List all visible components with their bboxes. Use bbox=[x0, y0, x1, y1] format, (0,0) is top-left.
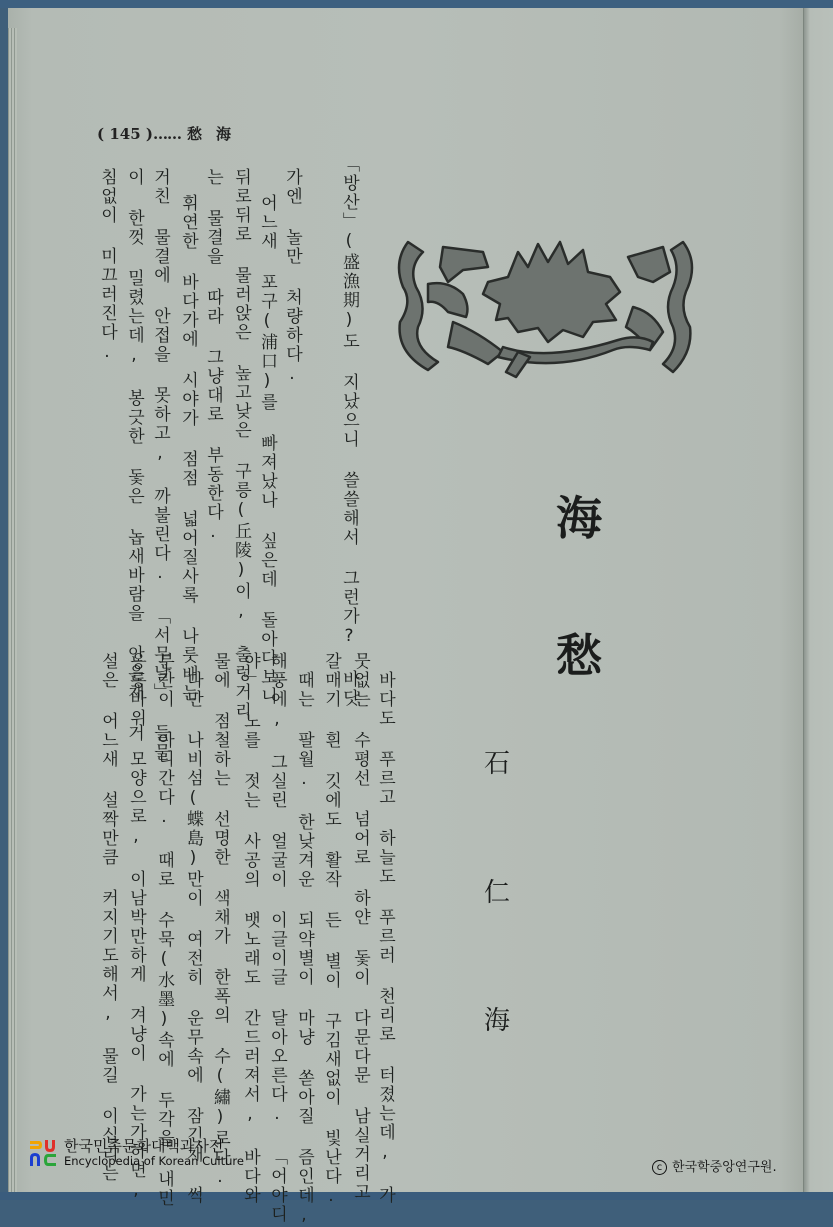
running-head bbox=[97, 123, 245, 144]
text-column: 때는 팔월. 한낮겨운 되약별이 마냥 쏟아질 즘인데, bbox=[294, 652, 314, 1227]
text-column: 어느새 포구(浦口)를 빠져났나 싶은데 돌아다보니 bbox=[257, 175, 277, 706]
text-column: 침없이 미끄러진다. bbox=[97, 168, 117, 364]
page-stack-edge bbox=[8, 28, 17, 1200]
text-column: 거친 물결에 안접을 못하고, 까불린다. 「서무날」 들물 bbox=[150, 168, 170, 762]
book-cover-edge-bottom bbox=[0, 1192, 833, 1200]
book-cover-edge-top bbox=[0, 0, 833, 8]
author-char: 石 bbox=[484, 749, 511, 779]
title-char: 愁 bbox=[556, 629, 602, 683]
running-head-title: 愁海 bbox=[186, 125, 245, 143]
copyright-notice bbox=[652, 1156, 777, 1175]
text-column: 분간이 아니간다. 때로 수묵(水墨)속에 두각을 내민 bbox=[154, 652, 174, 1208]
logo-english-text: Encyclopedia of Korean Culture bbox=[64, 1153, 244, 1168]
text-column: 갈매기 흰 깃에도 활작 든 별이 구김새없이 빛난다. bbox=[321, 652, 341, 1208]
author-char: 海 bbox=[484, 1006, 511, 1036]
facing-page-edge bbox=[803, 8, 833, 1192]
text-column: 설은 어느새 설짝만큼 커지기도해서, 물길 이십리는 bbox=[98, 652, 118, 1183]
logo-korean-text: 한국민족문화대백과사전 bbox=[64, 1137, 224, 1156]
text-column: 옹롱바위 모양으로, 이남박만하게 겨냥이 가는가하면, bbox=[126, 652, 146, 1202]
text-column: 가엔 놀만 처량하다. bbox=[282, 168, 302, 386]
lotus-ornament-icon bbox=[388, 222, 698, 384]
page-number: ( 145 ) bbox=[97, 125, 153, 143]
copyright-icon: c bbox=[652, 1160, 667, 1175]
text-column: 바다도 푸르고 하늘도 푸르러 천리로 터졌는데, 가 bbox=[375, 652, 395, 1205]
text-column: 해풍에, 그실린 얼굴이 이글이글 달아오른다. 「어야디 bbox=[267, 652, 287, 1224]
text-column: 뒤로뒤로 물러앉은 높고낮은 구릉(丘陵)이, 출렁거리 bbox=[231, 168, 251, 721]
title-char: 海 bbox=[556, 491, 602, 545]
encyclopedia-logo bbox=[28, 1138, 244, 1168]
text-column: 뭇없는 수평선 넘어로 하얀 돛이 다문다문 남실거리고 bbox=[350, 652, 370, 1202]
text-column: 휘연한 바다가에 시야가 점점 넓어질사록 나룻배는 bbox=[178, 175, 198, 703]
leader-dots: …… bbox=[152, 125, 181, 143]
text-column: 는 물결을 따라 그냥대로 부동한다. bbox=[203, 168, 223, 544]
text-column: 야」 노를 젓는 사공의 뱃노래도 간드러져서, 바다와 bbox=[240, 652, 260, 1205]
copyright-text: 한국학중앙연구원. bbox=[672, 1160, 777, 1175]
text-column: 물에 점철하는 선명한 색채가 한폭의 수(繡)로다. bbox=[210, 652, 230, 1189]
encyclopedia-logo-icon bbox=[28, 1138, 60, 1168]
author-char: 仁 bbox=[484, 878, 511, 908]
text-column: 이 한껏 밀렸는데, 봉긋한 돛은 놉새바람을 안은채 거 bbox=[124, 168, 144, 743]
text-column: 「방산」(盛漁期)도 지났으니 쓸쓸해서 그런가? 바닷 bbox=[339, 155, 359, 708]
text-column: 다만 나비섬(蝶島)만이 여전히 운무속에 잠긴채 썩 bbox=[183, 652, 203, 1205]
